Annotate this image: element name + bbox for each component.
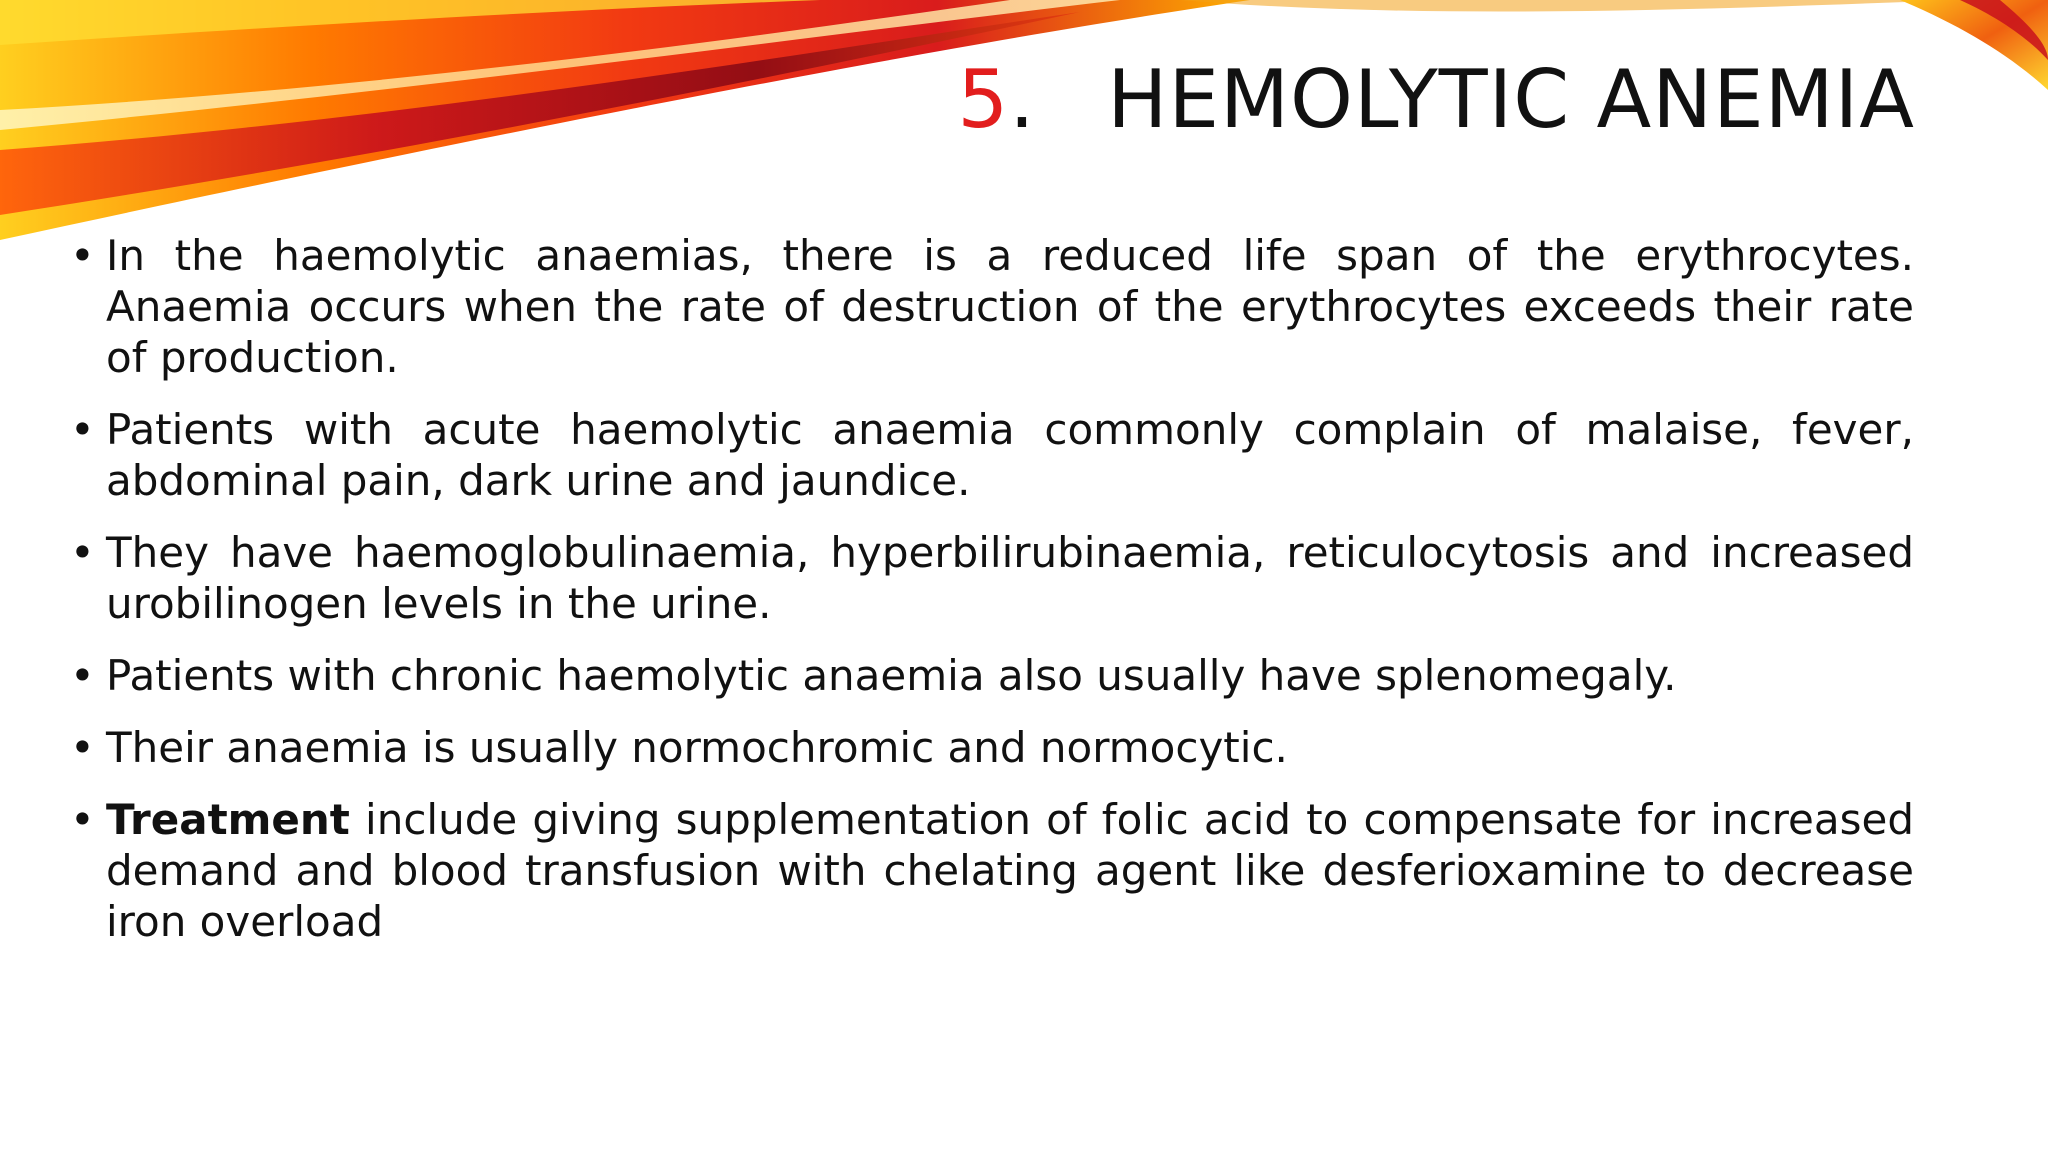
bullet-dot: • (70, 528, 95, 577)
bullet-text: Their anaemia is usually normochromic and normocytic. (106, 723, 1288, 772)
bullet-item (70, 650, 1914, 701)
title-text: HEMOLYTIC ANEMIA (1107, 53, 1915, 146)
bullet-dot: • (70, 231, 95, 280)
bullet-dot: • (70, 651, 95, 700)
bullet-item (70, 404, 1914, 506)
bullet-list (70, 230, 1914, 968)
title-number: 5 (957, 53, 1010, 146)
bullet-text: Patients with acute haemolytic anaemia commonly complain of malaise, fever, abdominal pain, dark urine and jaundice. (106, 405, 1914, 505)
bullet-text: In the haemolytic anaemias, there is a reduced life span of the erythrocytes. Anaemia occurs when the rate of destruction of the erythrocytes exceeds their rate of production. (106, 231, 1914, 382)
bullet-dot: • (70, 405, 95, 454)
bullet-item (70, 794, 1914, 947)
title-dot: . (1009, 53, 1036, 146)
bullet-text: They have haemoglobulinaemia, hyperbilirubinaemia, reticulocytosis and increased urobilinogen levels in the urine. (106, 528, 1914, 628)
bullet-text: Patients with chronic haemolytic anaemia also usually have splenomegaly. (106, 651, 1677, 700)
bullet-item (70, 722, 1914, 773)
bullet-text: include giving supplementation of folic acid to compensate for increased demand and blood transfusion with chelating agent like desferioxamine to decrease iron overload (106, 795, 1914, 946)
bullet-item (70, 527, 1914, 629)
bullet-dot: • (70, 795, 95, 844)
slide-title (957, 48, 1915, 152)
bullet-item (70, 230, 1914, 383)
bullet-bold-text: Treatment (106, 795, 350, 844)
bullet-dot: • (70, 723, 95, 772)
